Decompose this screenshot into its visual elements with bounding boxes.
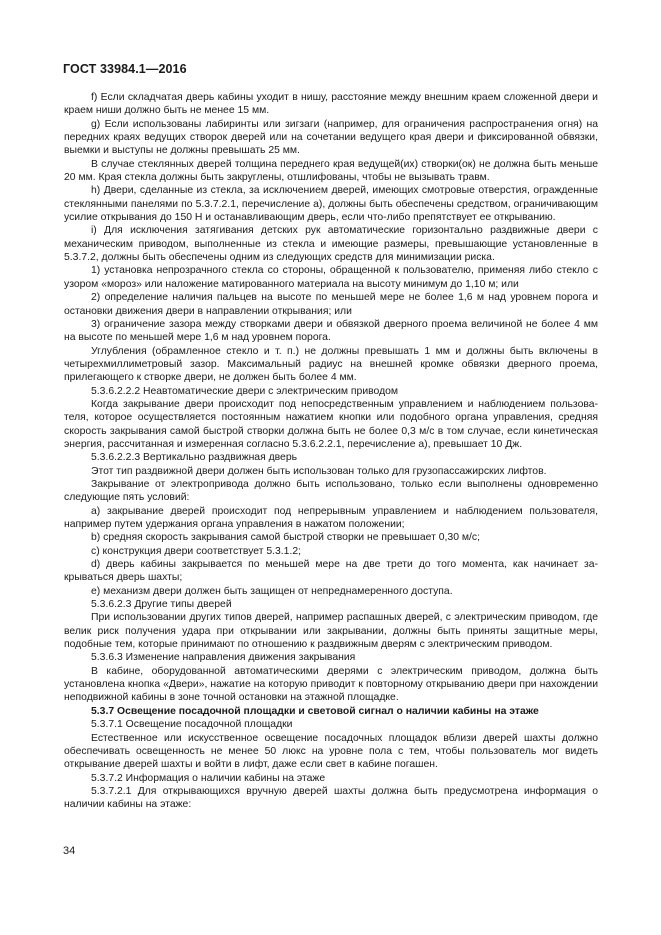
page-header: ГОСТ 33984.1—2016 [63,62,187,76]
list-item: d) дверь кабины закрывается по меньшей мере на две трети до того момента, как начинает закрываться дверь шахты; [64,559,598,584]
section-heading: 5.3.7 Освещение посадочной площадки и световой сигнал о наличии кабины на этаже [91,705,539,717]
list-item: a) закрывание дверей происходит под непрерывным управлением и наблюдением пользователя, например путем удержания органа управления в нажатом положении; [64,505,598,530]
paragraph: Этот тип раздвижной двери должен быть использован только для грузопассажирских лифтов. [91,465,547,477]
list-item: 3) ограничение зазора между створками двери и обвязкой дверного проема величиной не более 4 мм на высоте по меньшей мере 1,6 м над уровнем порога. [64,318,598,344]
list-item: c) конструкция двери соответствует 5.3.1.2; [91,545,302,557]
subsection-heading: 5.3.6.3 Изменение направления движения закрывания [91,652,356,664]
subsection-heading: 5.3.7.2 Информация о наличии кабины на этаже [91,772,326,784]
list-item: 1) установка непрозрачного стекла со стороны, обращенной к пользователю, применяя либо стекло с узором «мороз» или наложение матированного материала на высоту минимум до 1,10 м; или [64,265,598,290]
subsection-heading: 5.3.6.2.2.3 Вертикально раздвижная дверь [91,452,298,464]
subsection-heading: 5.3.6.2.3 Другие типы дверей [91,599,232,611]
paragraph: Углубления (обрамленное стекло и т. п.) не должны превышать 1 мм и должны быть включены в четырехмиллиметровый зазор. Максимальный радиус на внешней кромке обвязки дверного проема, прилегающего к створке двери, не должен быть более 4 мм. [64,345,598,384]
paragraph: В кабине, оборудованной автоматическими дверями с электрическим приводом, должна быть установлена кнопка «Двери», нажатие на которую приводит к повторному открыванию двери при нахождении неподвижной кабины в зоне точной остановки на этажной площадке. [64,665,598,704]
page-number: 34 [63,845,76,857]
paragraph: Естественное или искусственное освещение посадочных площадок вблизи дверей шахты должно обеспечивать освещенность не менее 50 люкс на уровне пола с тем, чтобы пользователь мог видеть открывание дверей шахты и войти в лифт, даже если свет в кабине погашен. [64,732,598,771]
paragraph: 5.3.7.2.1 Для открывающихся вручную дверей шахты должна быть предусмотрена информация о наличии кабины на этаже: [64,785,598,811]
list-item: 2) определение наличия пальцев на высоте по меньшей мере не более 1,6 м над уровнем порога и остановки движения двери в направлении открывания; или [64,292,598,317]
paragraph: Закрывание от электропривода должно быть использовано, только если выполнены одновременно следующие пять условий: [64,478,598,504]
paragraph: i) Для исключения затягивания детских рук автоматические горизонтально раздвижные двери с механическим приводом, выполненные из стекла и имеющие размеры, превышающие установленные в 5.3.7.2, должны быть обеспечены одним из следующих средств для минимизации риска. [64,225,598,264]
list-item: e) механизм двери должен быть защищен от непреднамеренного доступа. [91,585,453,597]
paragraph: В случае стеклянных дверей толщина переднего края ведущей(их) створки(ок) не должна быть меньше 20 мм. Края стекла должны быть закруглены, отшлифованы, чтобы не вызывать травм. [64,158,598,184]
paragraph: Когда закрывание двери происходит под непосредственным управлением и наблюдением пользователя, которое осуществляется постоянным нажатием кнопки или подобного органа управления, средняя скорость закрывания самой быстрой створки должна быть не более 0,3 м/с в том случае, если кинетическая энергия, рассчитанная и измеренная согласно 5.3.6.2.2.1, перечисление а), превышает 10 Дж. [64,398,598,450]
document-body [64,91,598,812]
subsection-heading: 5.3.6.2.2.2 Неавтоматические двери с электрическим приводом [91,385,399,397]
paragraph: g) Если использованы лабиринты или зигзаги (например, для ограничения распространения огня) на передних краях ведущих створок дверей или на сочетании ведущего края двери и фиксированной обвязки, выемки и выступы не должны превышать 25 мм. [64,118,598,157]
paragraph: h) Двери, сделанные из стекла, за исключением дверей, имеющих смотровые отверстия, огражденные стеклянными панелями по 5.3.7.2.1, перечисление а), должны быть обеспечены средством, ограничивающим усилие открывания до 150 Н и останавливающим дверь, если что-либо препятствует ее открыванию. [64,185,598,224]
paragraph: f) Если складчатая дверь кабины уходит в нишу, расстояние между внешним краем сложенной двери и краем ниши должно быть не менее 15 мм. [64,92,598,117]
list-item: b) средняя скорость закрывания самой быстрой створки не превышает 0,30 м/с; [91,532,480,544]
subsection-heading: 5.3.7.1 Освещение посадочной площадки [91,719,293,731]
paragraph: При использовании других типов дверей, например распашных дверей, с электрическим приводом, где велик риск получения удара при открывании или закрывании, должны быть приняты защитные меры, подобные тем, которые принимают по отношению к раздвижным дверям с электрическим приводом. [64,612,598,651]
